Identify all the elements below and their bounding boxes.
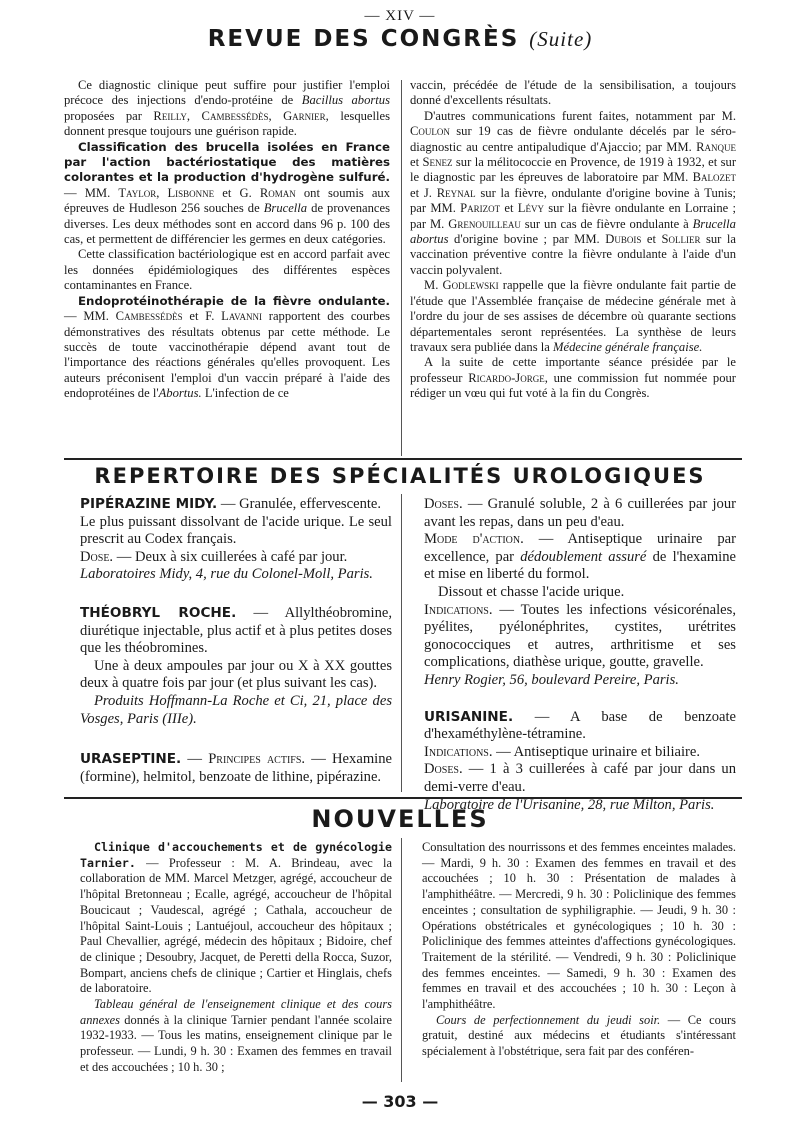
paragraph: Endoprotéinothérapie de la fièvre ondulante. — MM. Cambessédès et F. Lavanni rapportent des courbes démonstratives des résultats obtenus par cette méthode. Le succès de toute vaccinothérapie dépend avant tout de l'importance des réactions générales qu'elles provoquent. Les auteurs préconisent l'emploi d'un vaccin préparé à l'aide des endoprotéines de l'Abortus. L'infection de ce (64, 293, 390, 401)
section-rule (64, 458, 742, 460)
page-roman-numeral: — XIV — (364, 8, 436, 24)
nouvelles-right-column (422, 840, 736, 1060)
congres-left-column (64, 78, 390, 402)
paragraph: D'autres communications furent faites, notamment par M. Coulon sur 19 cas de fièvre ondulante décelés par le séro-diagnostic au centre antipaludique d'Ajaccio; par MM. Ranque et Senez sur la mélitococcie en Provence, de 1919 à 1932, et sur le diagnostic par les épreuves de laboratoire par MM. Balozet et J. Reynal sur la fièvre, ondulante d'origine bovine à Tunis; par MM. Parizot et Lévy sur la fièvre ondulante en Lorraine ; par M. Grenouilleau sur un cas de fièvre ondulante à Brucella abortus d'origine bovine ; par MM. Dubois et Sollier sur la vaccination préventive contre la fièvre ondulante à l'aide d'un vaccin polyvalent. (410, 108, 737, 277)
column-divider (401, 80, 402, 456)
paragraph: M. Godlewski rappelle que la fièvre ondulante fait partie de l'étude que l'Assemblée française de médecine générale met à l'ordre du jour de ses assises de décembre où quarante sections départementales seront représentées. La synthèse de leurs travaux sera publiée dans la Médecine générale française. (410, 278, 736, 354)
repertoire-right-column (424, 496, 736, 814)
urisanine-entry: URISANINE. — A base de benzoate d'hexaméthylène-tétramine. Indications. — Antiseptique urinaire et biliaire. Doses. — 1 à 3 cuillerées à café par jour dans un demi-verre d'eau. Laboratoire de l'Urisanine, 28, rue Milton, Paris. (424, 708, 736, 813)
theobryl-entry: THÉOBRYL ROCHE. — Allylthéobromine, diurétique injectable, plus actif et à plus petites doses que les théobromines. Une à deux ampoules par jour ou X à XX gouttes deux à quatre fois par jour (et plus suivant les cas). Produits Hoffmann-La Roche et Ci, 21, place des Vosges, Paris (IIIe). (80, 604, 392, 727)
congres-title: REVUE DES CONGRÈS (Suite) (207, 26, 593, 52)
nouvelles-left-column (80, 840, 392, 1076)
section-rule (64, 797, 742, 799)
nouvelles-title: NOUVELLES (311, 805, 489, 833)
paragraph: Ce diagnostic clinique peut suffire pour justifier l'emploi précoce des injections d'endo-protéine de Bacillus abortus proposées par Reilly, Cambessédès, Garnier, lesquelles donnent presque toujours une guérison rapide. (64, 78, 390, 139)
product-name: THÉOBRYL ROCHE. (80, 604, 237, 621)
paragraph: Tableau général de l'enseignement clinique et des cours annexes donnés à la clinique Tarnier pendant l'année scolaire 1932-1933. — Tous les matins, enseignement clinique par le professeur. — Lundi, 9 h. 30 : Examen des femmes en travail et des accouchées ; 10 h. 30 ; (80, 997, 392, 1074)
paragraph: Consultation des nourrissons et des femmes enceintes malades. — Mardi, 9 h. 30 : Examen des femmes en travail et des accouchées ; 10 h. 30 : Présentation de malades à l'amphithéâtre. — Mercredi, 9 h. 30 : Policlinique des femmes enceintes ; consultation de syphiligraphie. — Jeudi, 9 h. 30 : Opérations obstétricales et gynécologiques ; 10 h. 30 : Policlinique des femmes atteintes d'affections gynécologiques. Traitement de la stérilité. — Vendredi, 9 h. 30 : Policlinique des femmes enceintes. — Samedi, 9 h. 30 : Examen des femmes en travail et des accouchées ; 10 h. 30 : Leçon à l'amphithéâtre. (422, 840, 736, 1012)
repertoire-title: REPERTOIRE DES SPÉCIALITÉS UROLOGIQUES (94, 464, 706, 488)
uraseptine-continued: Doses. — Granulé soluble, 2 à 6 cuillerées par jour avant les repas, dans un peu d'eau. Mode d'action. — Antiseptique urinaire par excellence, par dédoublement assuré de l'hexamine et mise en liberté du formol. Dissout et chasse l'acide urique. Indications. — Toutes les infections vésicorénales, pyélites, pyélonéphrites, cystites, urétrites gonococciques et autres, arthritisme et ses complications, diathèse urique, goutte, gravelle. Henry Rogier, 56, boulevard Pereire, Paris. (424, 496, 737, 688)
paragraph: vaccin, précédée de l'étude de la sensibilisation, a toujours donné d'excellents résultats. (410, 78, 736, 108)
product-name: URISANINE. (424, 708, 514, 725)
paragraph: Clinique d'accouchements et de gynécologie Tarnier. — Professeur : M. A. Brindeau, avec la collaboration de MM. Marcel Metzger, agrégé, accoucheur de l'hôpital Bretonneau ; Ecalle, agrégé, accoucheur de l'hôpital Boucicaut ; Vaudescal, agrégé ; Cathala, accoucheur de l'hôpital Saint-Louis ; Lantuéjoul, accoucheur des hôpitaux ; Paul Chevallier, agrégé, médecin des hôpitaux ; Bidoire, chef de clinique ; Desoubry, Jacquet, de Peretti della Rocca, Suzor, Bompart, anciens chefs de clinique ; Cartier et Hinglais, chefs de laboratoire. (80, 840, 392, 996)
paragraph: Classification des brucella isolées en France par l'action bactériostatique des matières colorantes et la production d'hydrogène sulfuré. — MM. Taylor, Lisbonne et G. Roman ont soumis aux épreuves de Hudleson 256 souches de Brucella de provenances diverses. Les deux méthodes sont en accord dans 96 p. 100 des cas, et permettent de différencier les germes en deux catégories. (64, 139, 391, 247)
column-divider (401, 494, 402, 792)
repertoire-left-column (80, 496, 392, 786)
paragraph: Cette classification bactériologique est en accord parfait avec les données épidémiologiques des différentes espèces contaminantes en France. (64, 247, 390, 293)
uraseptine-entry: URASEPTINE. — Principes actifs. — Hexamine (formine), helmitol, benzoate de lithine, pipérazine. (80, 751, 392, 785)
paragraph: A la suite de cette importante séance présidée par le professeur Ricardo-Jorge, une commission fut nommée pour rédiger un vœu qui fut voté à la fin du Congrès. (410, 355, 736, 401)
product-name: PIPÉRAZINE MIDY. (80, 496, 218, 512)
paragraph: Cours de perfectionnement du jeudi soir. — Ce cours gratuit, destiné aux médecins et étudiants s'intéressant spécialement à l'obstétrique, sera fait par des conféren- (422, 1012, 736, 1059)
piperazine-entry: PIPÉRAZINE MIDY. — Granulée, effervescente. Le plus puissant dissolvant de l'acide urique. Le seul prescrit au Codex français. Dose. — Deux à six cuillerées à café par jour. Laboratoires Midy, 4, rue du Colonel-Moll, Paris. (80, 496, 392, 583)
page-number: — 303 — (361, 1092, 439, 1111)
product-name: URASEPTINE. (80, 751, 182, 768)
column-divider (401, 838, 402, 1082)
congres-right-column (410, 78, 736, 402)
